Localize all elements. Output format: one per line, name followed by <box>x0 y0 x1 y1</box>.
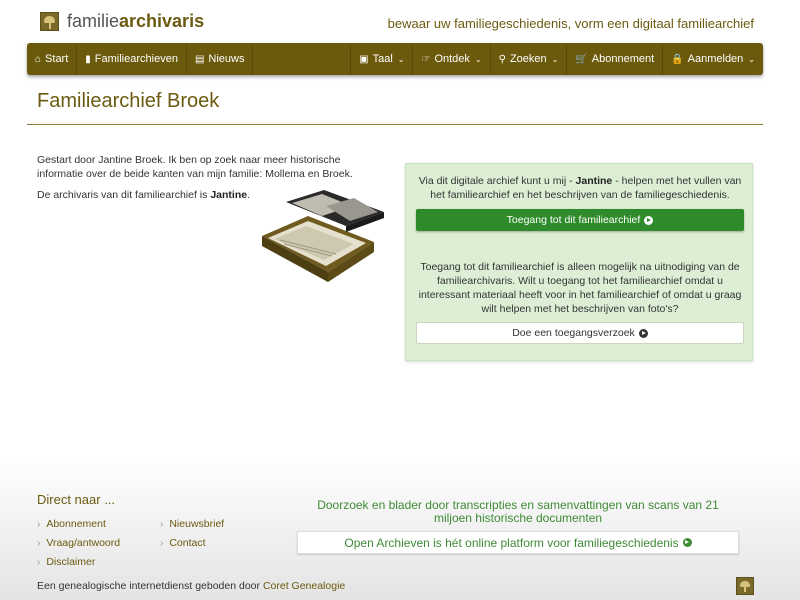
hand-pointer-icon: ☞ <box>421 53 431 65</box>
link-label: Vraag/antwoord <box>46 537 121 549</box>
footer-credit <box>37 580 345 592</box>
footer-heading: Direct naar ... <box>37 492 116 507</box>
chevron-down-icon: ⌄ <box>397 54 405 64</box>
nav-label: Taal <box>372 53 393 65</box>
footer-link-disclaimer[interactable] <box>37 556 95 568</box>
footer-link-contact[interactable] <box>160 537 206 549</box>
nav-label: Aanmelden <box>687 53 744 65</box>
link-label: Nieuwsbrief <box>169 518 225 530</box>
chevron-down-icon: ⌄ <box>474 54 482 64</box>
button-label: Toegang tot dit familiearchief <box>506 214 641 226</box>
footer-logo-icon[interactable] <box>736 577 754 595</box>
credit-prefix: Een genealogische internetdienst geboden door <box>37 580 263 592</box>
newspaper-icon: ▤ <box>194 53 205 65</box>
chevron-right-icon: › <box>160 519 164 530</box>
open-archieven-button[interactable] <box>297 531 739 554</box>
search-icon: ⚲ <box>498 53 506 65</box>
logo-icon[interactable] <box>40 12 59 31</box>
language-icon: ▣ <box>359 53 369 65</box>
link-label: Disclaimer <box>46 556 96 568</box>
intro-text-suffix: . <box>247 189 250 201</box>
intro-paragraph-1: Gestart door Jantine Broek. Ik ben op zoek naar meer historische informatie over de beide kanten van mijn familie: Mollema en Broek. <box>37 154 353 180</box>
archivist-name: Jantine <box>575 175 613 187</box>
intro-text-prefix: De archivaris van dit familiearchief is <box>37 189 211 201</box>
site-footer <box>0 455 800 600</box>
nav-ontdek[interactable] <box>412 43 489 75</box>
panel-text-prefix: Via dit digitale archief kunt u mij - <box>418 175 576 187</box>
arrow-circle-right-icon <box>683 538 692 547</box>
brand-name[interactable] <box>67 11 204 32</box>
main-navbar <box>27 43 763 75</box>
nav-label: Ontdek <box>434 53 470 65</box>
nav-label: Zoeken <box>509 53 547 65</box>
link-label: Contact <box>169 537 206 549</box>
brand-prefix: familie <box>67 11 120 31</box>
nav-familiearchieven[interactable] <box>77 43 187 75</box>
book-icon: ▮ <box>85 53 91 65</box>
chevron-down-icon: ⌄ <box>748 54 755 64</box>
nav-label: Nieuws <box>208 53 245 65</box>
home-icon: ⌂ <box>35 53 42 65</box>
nav-start[interactable] <box>27 43 77 75</box>
chevron-right-icon: › <box>37 538 41 549</box>
button-label: Doe een toegangsverzoek <box>512 327 635 339</box>
arrow-circle-right-icon <box>639 329 648 338</box>
chevron-right-icon: › <box>37 519 41 530</box>
panel-text-suffix: - helpen met het vullen van het familiearchief en het beschrijven van de familiegeschiedenis. <box>430 175 742 201</box>
nav-label: Abonnement <box>591 53 655 65</box>
archivist-name: Jantine <box>210 189 248 201</box>
panel-intro-text <box>416 174 744 202</box>
archive-box-image <box>256 188 388 284</box>
access-archive-button[interactable] <box>416 209 744 231</box>
lock-icon: 🔒 <box>671 53 684 65</box>
chevron-right-icon: › <box>37 557 41 568</box>
footer-link-nieuwsbrief[interactable] <box>160 518 224 530</box>
footer-link-abonnement[interactable] <box>37 518 106 530</box>
nav-label: Familiearchieven <box>94 53 178 65</box>
link-label: Abonnement <box>46 518 106 530</box>
footer-link-vraag-antwoord[interactable] <box>37 537 120 549</box>
chevron-down-icon: ⌄ <box>551 54 559 64</box>
chevron-right-icon: › <box>160 538 164 549</box>
tagline: bewaar uw familiegeschiedenis, vorm een digitaal familiearchief <box>387 16 754 31</box>
cart-icon: 🛒 <box>575 53 588 65</box>
panel-access-info: Toegang tot dit familiearchief is alleen mogelijk na uitnodiging van de familiearchivaris. Wilt u toegang tot het familiearchief omdat u interessant materiaal heeft voor in het familiearchief of omdat u graag wilt helpen met het beschrijven van foto's? <box>418 261 742 315</box>
button-label: Open Archieven is hét online platform voor familiegeschiedenis <box>344 535 679 550</box>
nav-abonnement[interactable] <box>566 43 662 75</box>
open-archieven-promo: Doorzoek en blader door transcripties en samenvattingen van scans van 21 miljoen historische documenten <box>317 498 719 525</box>
nav-aanmelden[interactable] <box>662 43 763 75</box>
page-title: Familiearchief Broek <box>37 90 220 112</box>
nav-zoeken[interactable] <box>490 43 567 75</box>
site-header <box>0 0 800 42</box>
brand-bold: archivaris <box>119 11 205 31</box>
arrow-circle-right-icon <box>644 216 653 225</box>
access-panel <box>405 163 753 361</box>
divider <box>27 124 763 125</box>
access-request-button[interactable] <box>416 322 744 344</box>
coret-genealogie-link[interactable]: Coret Genealogie <box>262 580 346 592</box>
nav-taal[interactable] <box>350 43 412 75</box>
nav-nieuws[interactable] <box>187 43 254 75</box>
nav-label: Start <box>45 53 69 65</box>
